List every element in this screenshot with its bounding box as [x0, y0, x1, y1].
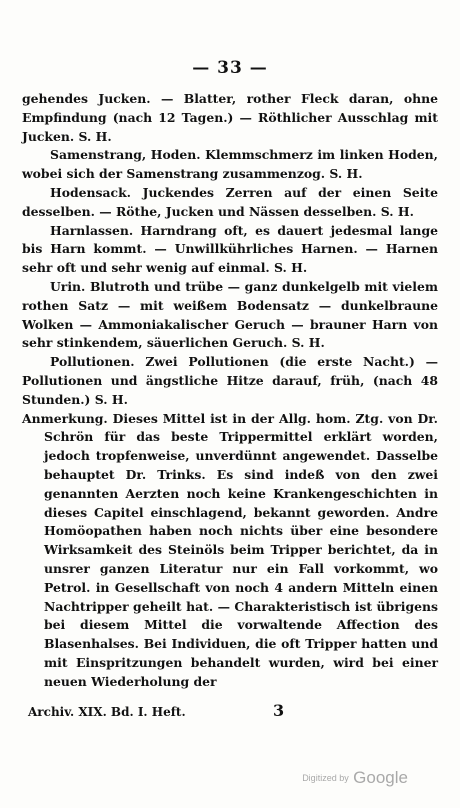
digitization-watermark [302, 768, 408, 788]
page-number: — 33 — [192, 58, 268, 78]
paragraph-samenstrang: Samenstrang, Hoden. Klemmschmerz im linken Hoden, wobei sich der Samenstrang zusammenzog. S. H. [22, 147, 438, 182]
watermark-prefix: Digitized by [302, 773, 349, 783]
signature-mark: Archiv. XIX. Bd. I. Heft. [28, 705, 186, 719]
paragraph-urin: Urin. Blutroth und trübe — ganz dunkelgelb mit vielem rothen Satz — mit weißem Bodensatz — dunkelbraune Wolken — Ammoniakalischer Geruch — brauner Harn von sehr stinkendem, säuerlichen Geruch. S. H. [22, 278, 438, 351]
paragraph-continuation: gehendes Jucken. — Blatter, rother Fleck daran, ohne Empfindung (nach 12 Tagen.) — Röthlicher Ausschlag mit Jucken. S. H. [22, 91, 438, 144]
paragraph-harnlassen: Harnlassen. Harndrang oft, es dauert jedesmal lange bis Harn kommt. — Unwillkührliches Harnen. — Harnen sehr oft und sehr wenig auf einmal. S. H. [22, 222, 438, 276]
google-logo: Google [353, 768, 408, 787]
paragraph-hodensack: Hodensack. Juckendes Zerren auf der einen Seite desselben. — Röthe, Jucken und Nässen desselben. S. H. [22, 184, 438, 219]
paragraph-anmerkung: Anmerkung. Dieses Mittel ist in der Allg. hom. Ztg. von Dr. Schrön für das beste Trippermittel erklärt worden, jedoch tropfenweise, unverdünnt angewendet. Dasselbe behauptet Dr. Trinks. Es sind indeß von den zwei genannten Aerzten noch keine Krankengeschichten in dieses Capitel einschlagend, bekannt geworden. Andre Homöopathen haben noch nichts über eine besondere Wirksamkeit des Steinöls beim Tripper berichtet, da in unsrer ganzen Literatur nur ein Fall vorkommt, wo Petrol. in Gesellschaft von noch 4 andern Mitteln einen Nachtripper geheilt hat. — Charakteristisch ist übrigens bei diesem Mittel die vorwaltende Affection des Blasenhalses. Bei Individuen, die oft Tripper hatten und mit Einspritzungen behandelt wurden, wird bei einer neuen Wiederholung der [22, 410, 438, 689]
sheet-number: 3 [273, 701, 285, 720]
paragraph-pollutionen: Pollutionen. Zwei Pollutionen (die erste Nacht.) — Pollutionen und ängstliche Hitze darauf, früh, (nach 48 Stunden.) S. H. [22, 354, 438, 407]
page-body [22, 90, 438, 692]
